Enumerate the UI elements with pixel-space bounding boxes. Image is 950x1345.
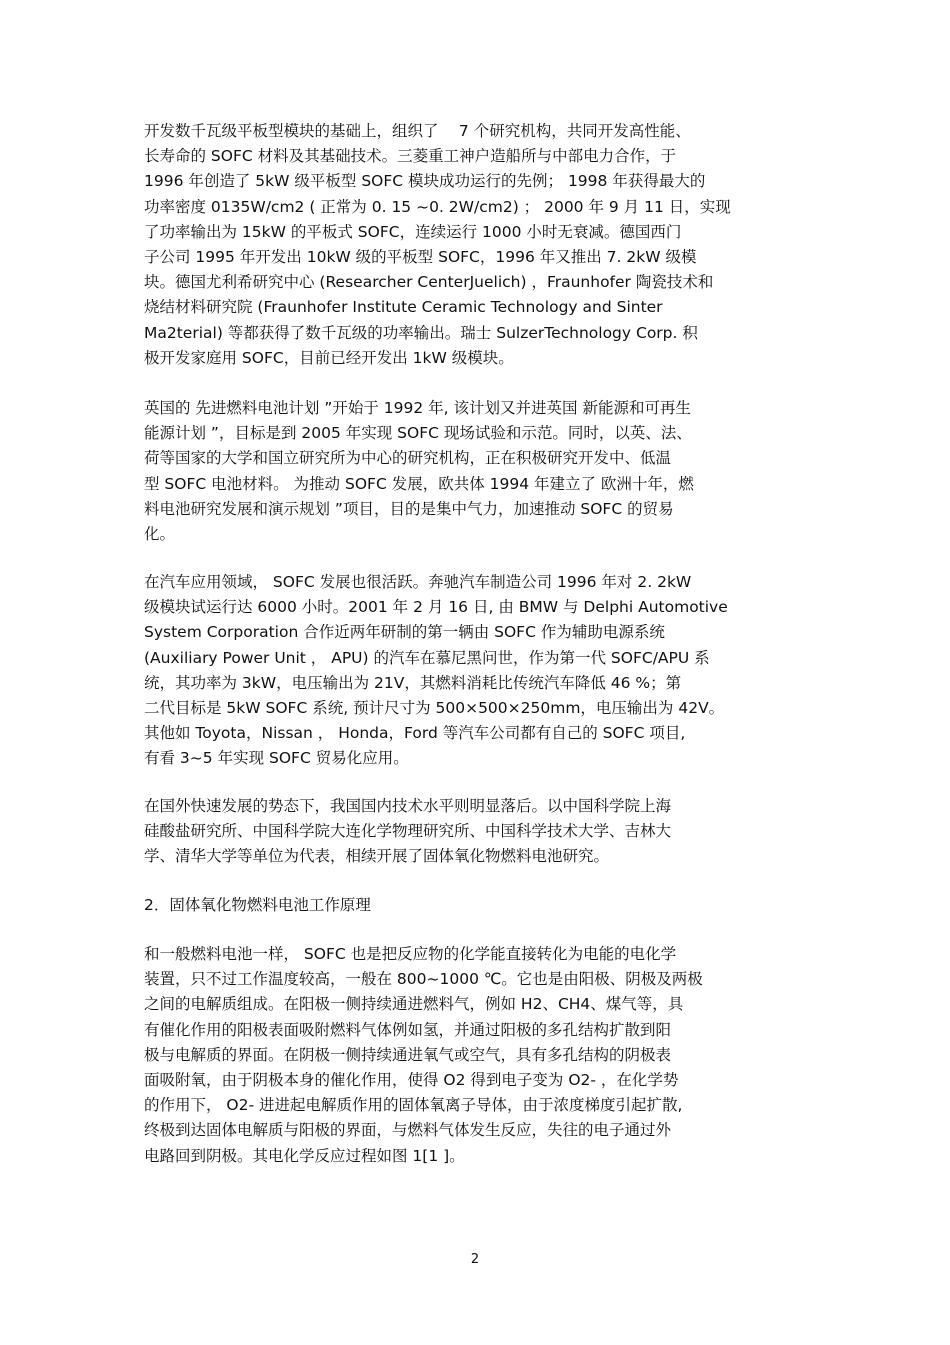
paragraph-line: Ma2terial) 等都获得了数千瓦级的功率输出。瑞士 SulzerTechnology Corp. 积 [144, 323, 698, 342]
paragraph-line: System Corporation 合作近两年研制的第一辆由 SOFC 作为辅助电源系统 [144, 623, 665, 642]
paragraph-3 [144, 570, 824, 772]
paragraph-line: 料电池研究发展和演示规划 ”项目，目的是集中气力，加速推动 SOFC 的贸易 [144, 499, 674, 518]
paragraph-line: 二代目标是 5kW SOFC 系统, 预计尺寸为 500×500×250mm，电压输出为 42V。 [144, 699, 725, 718]
section-heading-text: 2．固体氧化物燃料电池工作原理 [144, 896, 371, 914]
paragraph-line: 块。德国尤利希研究中心 (Researcher CenterJuelich) ，Fraunhofer 陶瓷技术和 [144, 273, 714, 292]
paragraph-line: 化。 [144, 525, 176, 544]
paragraph-line: 有催化作用的阳极表面吸附燃料气体例如氢，并通过阳极的多孔结构扩散到阳 [144, 1020, 672, 1039]
paragraph-1 [144, 119, 824, 371]
paragraph-line: 能源计划 ”，目标是到 2005 年实现 SOFC 现场试验和示范。同时，以英、法、 [144, 424, 692, 443]
section-heading [144, 893, 824, 918]
paragraph-5 [144, 942, 824, 1169]
paragraph-line: 了功率输出为 15kW 的平板式 SOFC，连续运行 1000 小时无衰减。德国西门 [144, 222, 682, 241]
paragraph-line: 面吸附氧，由于阴极本身的催化作用，使得 O2 得到电子变为 O2- ，在化学势 [144, 1071, 679, 1090]
paragraph-line: 在汽车应用领域， SOFC 发展也很活跃。奔驰汽车制造公司 1996 年对 2. 2kW [144, 573, 692, 591]
paragraph-line: 荷等国家的大学和国立研究所为中心的研究机构，正在积极研究开发中、低温 [144, 449, 672, 468]
paragraph-line: 极与电解质的界面。在阴极一侧持续通进氧气或空气，具有多孔结构的阴极表 [144, 1045, 672, 1064]
paragraph-line: 的作用下， O2- 进进起电解质作用的固体氧离子导体，由于浓度梯度引起扩散, [144, 1096, 683, 1115]
paragraph-line: 其他如 Toyota，Nissan ， Honda，Ford 等汽车公司都有自己的 SOFC 项目, [144, 724, 686, 743]
paragraph-line: 装置，只不过工作温度较高，一般在 800~1000 ℃。它也是由阳极、阴极及两极 [144, 970, 703, 989]
paragraph-2 [144, 396, 824, 547]
paragraph-line: 功率密度 0135W/cm2 ( 正常为 0. 15 ~0. 2W/cm2) ； 2000 年 9 月 11 日，实现 [144, 197, 731, 216]
paragraph-line: 级模块试运行达 6000 小时。2001 年 2 月 16 日, 由 BMW 与 Delphi Automotive [144, 598, 728, 617]
paragraph-line: 长寿命的 SOFC 材料及其基础技术。三菱重工神户造船所与中部电力合作，于 [144, 147, 677, 166]
paragraph-line: 开发数千瓦级平板型模块的基础上，组织了 7 个研究机构，共同开发高性能、 [144, 122, 691, 140]
paragraph-4 [144, 794, 824, 870]
paragraph-line: 电路回到阴极。其电化学反应过程如图 1[1 ]。 [144, 1146, 465, 1165]
paragraph-line: 统，其功率为 3kW，电压输出为 21V，其燃料消耗比传统汽车降低 46 %；第 [144, 673, 682, 692]
paragraph-line: 型 SOFC 电池材料。 为推动 SOFC 发展，欧共体 1994 年建立了 欧洲十年，燃 [144, 474, 694, 493]
page-number: 2 [470, 1252, 480, 1267]
paragraph-line: 子公司 1995 年开发出 10kW 级的平板型 SOFC，1996 年又推出 7. 2kW 级模 [144, 248, 697, 267]
paragraph-line: 和一般燃料电池一样， SOFC 也是把反应物的化学能直接转化为电能的电化学 [144, 945, 677, 963]
paragraph-line: 之间的电解质组成。在阳极一侧持续通进燃料气，例如 H2、CH4、煤气等，具 [144, 995, 684, 1014]
paragraph-line: 烧结材料研究院 (Fraunhofer Institute Ceramic Technology and Sinter [144, 298, 663, 317]
paragraph-line: 英国的 先进燃料电池计划 ”开始于 1992 年, 该计划又并进英国 新能源和可再生 [144, 399, 691, 417]
paragraph-line: 极开发家庭用 SOFC，目前已经开发出 1kW 级模块。 [144, 348, 514, 367]
paragraph-line: 硅酸盐研究所、中国科学院大连化学物理研究所、中国科学技术大学、吉林大 [144, 822, 672, 841]
paragraph-line: 学、清华大学等单位为代表，相续开展了固体氧化物燃料电池研究。 [144, 847, 610, 866]
paragraph-line: 在国外快速发展的势态下，我国国内技术水平则明显落后。以中国科学院上海 [144, 797, 672, 815]
paragraph-line: 1996 年创造了 5kW 级平板型 SOFC 模块成功运行的先例； 1998 年获得最大的 [144, 172, 706, 191]
paragraph-line: 有看 3~5 年实现 SOFC 贸易化应用。 [144, 749, 409, 768]
paragraph-line: 终极到达固体电解质与阳极的界面，与燃料气体发生反应，失往的电子通过外 [144, 1121, 672, 1140]
paragraph-line: (Auxiliary Power Unit ， APU) 的汽车在慕尼黑问世，作为第一代 SOFC/APU 系 [144, 648, 710, 667]
